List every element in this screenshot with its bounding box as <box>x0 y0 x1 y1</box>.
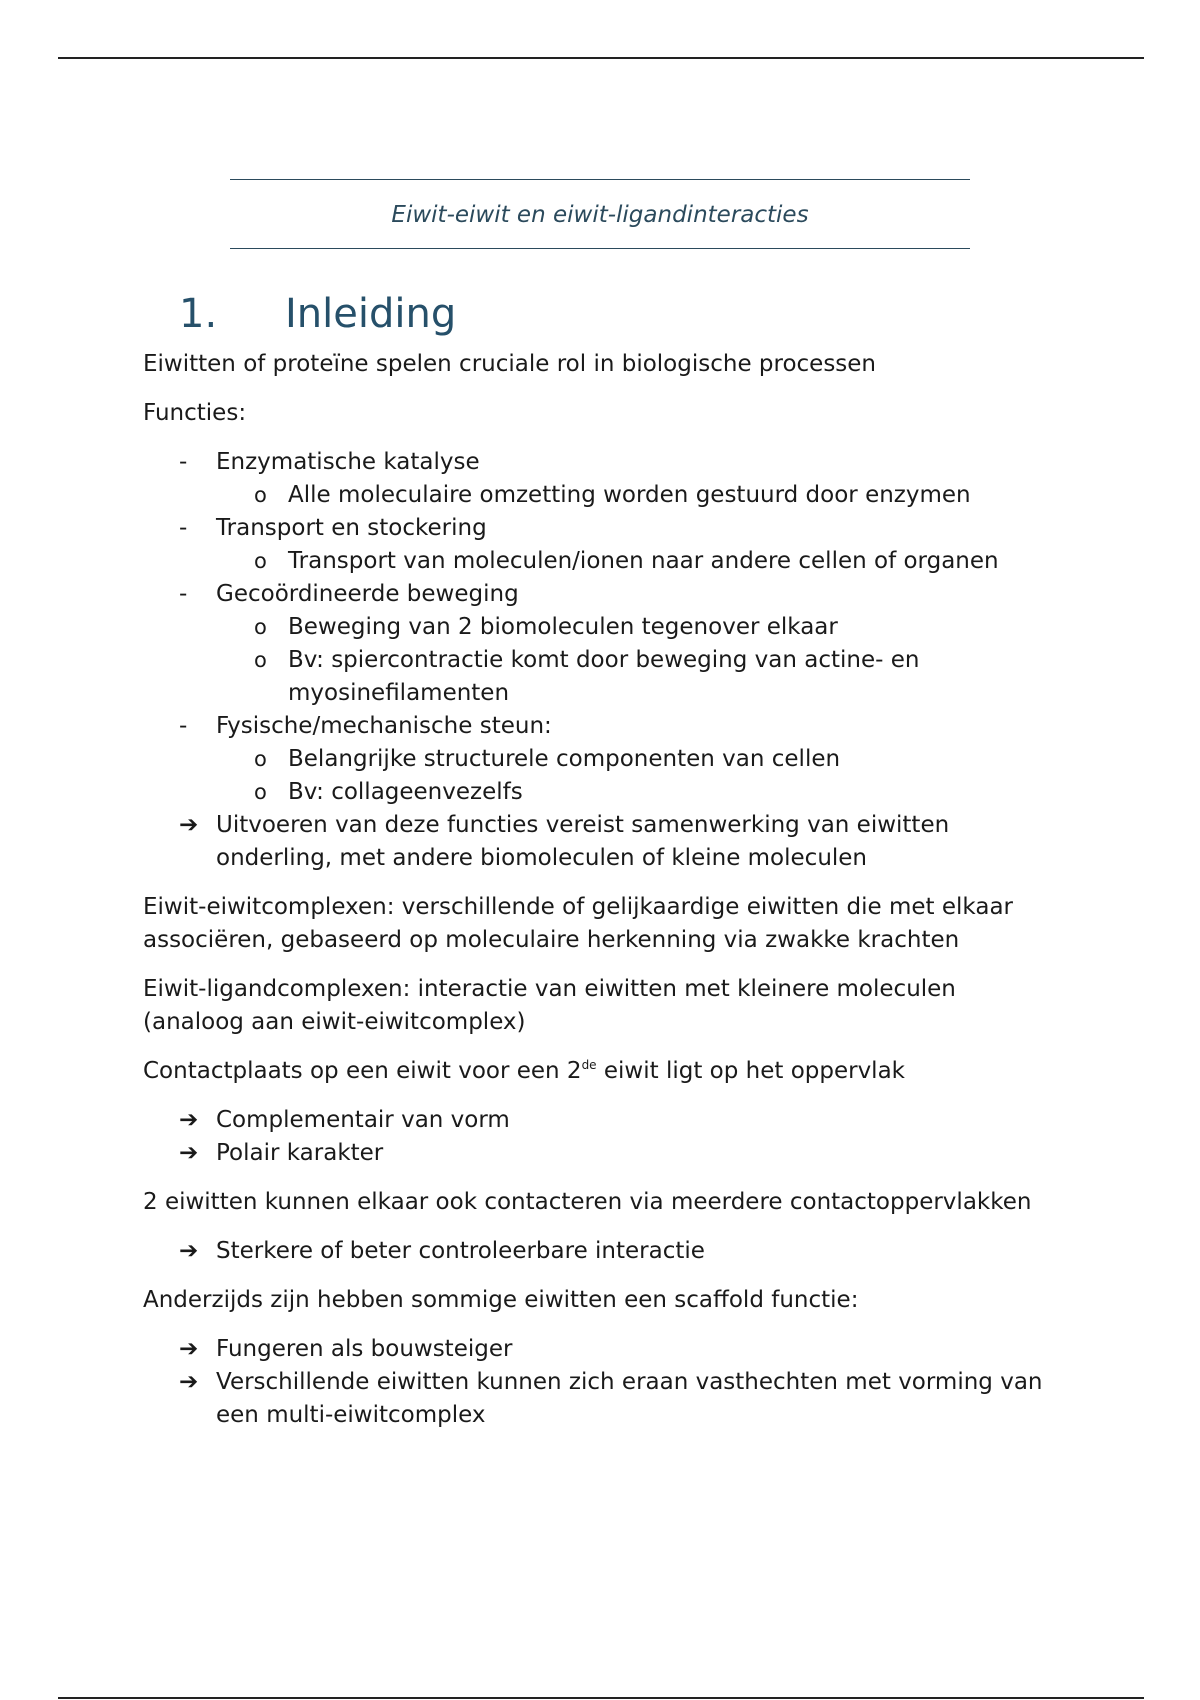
contact-point-text: Polair karakter <box>216 1140 384 1166</box>
function-item: - Transport en stockering <box>143 512 1063 545</box>
contact-points-list <box>143 1104 1063 1170</box>
document-title: Eiwit-eiwit en eiwit-ligandinteracties <box>391 202 809 228</box>
scaffold-point <box>143 1366 1063 1432</box>
functions-conclusion <box>143 809 1063 875</box>
function-subitem: o Beweging van 2 biomoleculen tegenover elkaar <box>143 611 1063 644</box>
arrow-icon: ➔ <box>179 1140 199 1166</box>
page-bottom-rule <box>58 1697 1144 1699</box>
contact-point <box>143 1104 1063 1137</box>
function-subitem: o Alle moleculaire omzetting worden gestuurd door enzymen <box>143 479 1063 512</box>
document-body <box>143 348 1063 1448</box>
functions-label: Functies: <box>143 400 247 426</box>
intro-paragraph: Eiwitten of proteïne spelen cruciale rol in biologische processen <box>143 351 877 377</box>
scaffold-point-text: Fungeren als bouwsteiger <box>216 1336 513 1362</box>
section-heading <box>179 290 456 338</box>
contact-text-before: Contactplaats op een eiwit voor een 2 <box>143 1058 582 1084</box>
arrow-icon: ➔ <box>179 812 199 838</box>
conclusion-text: Uitvoeren van deze functies vereist samenwerking van eiwitten onderling, met andere biomoleculen of kleine moleculen <box>216 812 950 871</box>
contact-point <box>143 1137 1063 1170</box>
multi-contact-point <box>143 1235 1063 1268</box>
arrow-icon: ➔ <box>179 1107 199 1133</box>
multi-contact-list <box>143 1235 1063 1268</box>
contact-superscript: de <box>581 1058 597 1072</box>
function-item: - Fysische/mechanische steun: <box>143 710 1063 743</box>
multi-contact-point-text: Sterkere of beter controleerbare interactie <box>216 1238 705 1264</box>
contact-point-text: Complementair van vorm <box>216 1107 510 1133</box>
scaffold-point-text: Verschillende eiwitten kunnen zich eraan vasthechten met vorming van een multi-eiwitcomplex <box>216 1369 1043 1428</box>
document-header <box>230 179 970 249</box>
scaffold-point <box>143 1333 1063 1366</box>
page-top-rule <box>58 57 1144 59</box>
eiwit-eiwit-paragraph: Eiwit-eiwitcomplexen: verschillende of gelijkaardige eiwitten die met elkaar associëren, gebaseerd op moleculaire herkenning via zwakke krachten <box>143 894 1013 953</box>
scaffold-paragraph: Anderzijds zijn hebben sommige eiwitten een scaffold functie: <box>143 1287 859 1313</box>
arrow-icon: ➔ <box>179 1336 199 1362</box>
functions-list <box>143 446 1063 875</box>
contact-paragraph <box>143 1055 1063 1088</box>
arrow-icon: ➔ <box>179 1238 199 1264</box>
function-item: - Gecoördineerde beweging <box>143 578 1063 611</box>
multi-contact-paragraph: 2 eiwitten kunnen elkaar ook contacteren via meerdere contactoppervlakken <box>143 1189 1032 1215</box>
contact-text-after: eiwit ligt op het oppervlak <box>596 1058 905 1084</box>
scaffold-list <box>143 1333 1063 1432</box>
arrow-icon: ➔ <box>179 1369 199 1395</box>
eiwit-ligand-paragraph: Eiwit-ligandcomplexen: interactie van eiwitten met kleinere moleculen (analoog aan eiwit-eiwitcomplex) <box>143 976 956 1035</box>
function-subitem: o Bv: collageenvezelfs <box>143 776 1063 809</box>
section-number: 1. <box>179 291 218 337</box>
function-item: - Enzymatische katalyse <box>143 446 1063 479</box>
function-subitem: o Bv: spiercontractie komt door beweging van actine- en myosinefilamenten <box>143 644 1063 710</box>
function-subitem: o Transport van moleculen/ionen naar andere cellen of organen <box>143 545 1063 578</box>
section-title: Inleiding <box>285 291 457 337</box>
function-subitem: o Belangrijke structurele componenten van cellen <box>143 743 1063 776</box>
